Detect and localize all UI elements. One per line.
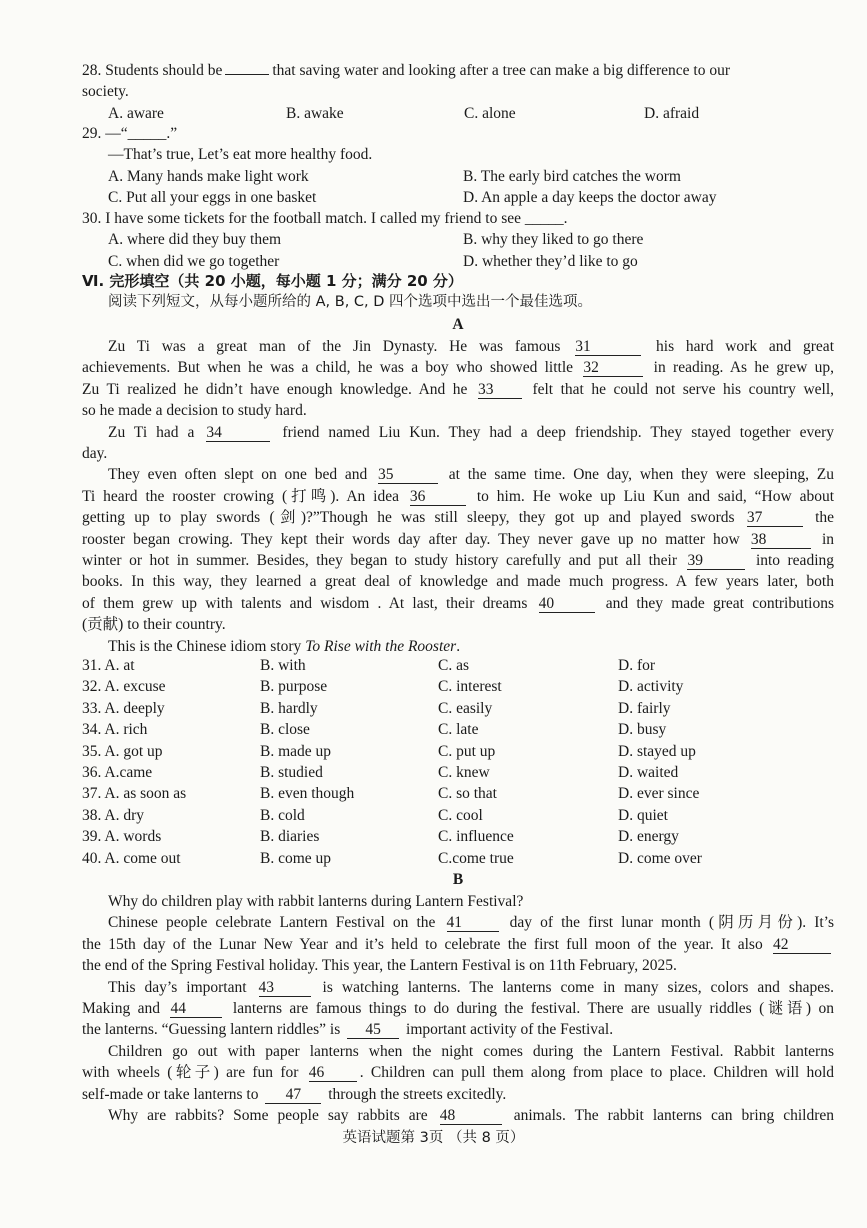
option-row: 32. A. excuse B. purpose C. interest D. activity [82,678,684,696]
question-29-stem: 29. —“_____.” [82,125,178,142]
passage-line: Zu Ti had a 34 friend named Liu Kun. They had a deep friendship. They stayed together every [108,423,834,441]
passage-line: self-made or take lanterns to 47 through the streets excitedly. [82,1085,507,1103]
blank-31: 31 [575,338,641,356]
passage-b [82,891,834,1126]
passage-line: so he made a decision to study hard. [82,402,307,420]
question-28 [82,60,834,124]
blank-34: 34 [206,424,270,442]
section-6-header [82,271,834,335]
question-29 [82,123,834,209]
question-28-stem [82,60,834,81]
blank-41: 41 [447,914,499,932]
passage-line: of them grew up with talents and wisdom . At last, their dreams 40 and they made great contributions [82,594,834,612]
options-row [82,229,834,250]
blank-39: 39 [687,552,745,570]
stem-text: that saving water and looking after a tree can make a big difference to our [272,62,731,79]
passage-line: This day’s important 43 is watching lanterns. The lanterns come in many sizes, colors and shapes. [108,978,835,996]
passage-line: (贡献) to their country. [82,616,226,634]
passage-line: They even often slept on one bed and 35 at the same time. One day, when they were sleeping, Zu [108,466,834,484]
passage-line: Making and 44 lanterns are famous things to do during the festival. There are usually riddles (谜语) on [82,1000,835,1018]
option-a: A. Many hands make light work [108,167,309,185]
section-instruction: 阅读下列短文，从每小题所给的 A, B, C, D 四个选项中选出一个最佳选项。 [108,294,593,311]
idiom-title: To Rise with the Rooster [305,637,457,655]
options-row [82,251,834,272]
passage-line: Chinese people celebrate Lantern Festival on the 41 day of the first lunar month (阴历月份). It’s [108,914,834,932]
option-row: 38. A. dry B. cold C. cool D. quiet [82,806,668,824]
option-d: D. An apple a day keeps the doctor away [463,189,717,207]
option-row: 35. A. got up B. made up C. put up D. stayed up [82,742,696,760]
options-31-40 [82,655,834,890]
blank-38: 38 [751,531,811,549]
passage-line: Zu Ti was a great man of the Jin Dynasty. He was famous 31 his hard work and great [108,338,834,355]
blank-36: 36 [410,488,466,506]
blank-33: 33 [478,381,522,399]
options-row [82,166,834,187]
passage-line: Ti heard the rooster crowing (打鸣). An idea 36 to him. He woke up Liu Kun and said, “How about [82,487,835,505]
passage-line: This is the Chinese idiom story To Rise with the Rooster. [108,637,461,655]
option-a: A. where did they buy them [108,231,282,249]
option-c: C. alone [464,104,516,122]
stem-text: society. [82,83,129,101]
option-row: 31. A. at B. with C. as D. for [82,657,656,674]
blank-37: 37 [747,509,803,527]
blank-48: 48 [440,1107,502,1125]
passage-a [82,336,834,657]
passage-title: Why do children play with rabbit lanterns during Lantern Festival? [108,893,524,910]
option-row: 40. A. come out B. come up C.come true D. come over [82,849,702,867]
page-footer: 英语试题第 3页 （共 8 页） [342,1130,525,1146]
passage-line: Why are rabbits? Some people say rabbits are 48 animals. The rabbit lanterns can bring children [108,1107,835,1125]
passage-line: with wheels (轮子) are fun for 46 . Children can pull them along from place to place. Children will hold [82,1064,835,1082]
blank-44: 44 [170,1000,222,1018]
blank-45: 45 [347,1021,399,1039]
option-b: B. The early bird catches the worm [463,167,681,185]
blank-46: 46 [309,1064,357,1082]
blank-35: 35 [378,466,438,484]
option-row: 33. A. deeply B. hardly C. easily D. fairly [82,699,671,717]
passage-line: day. [82,445,108,463]
passage-line: the end of the Spring Festival holiday. This year, the Lantern Festival is on 11th February, 2025. [82,957,677,975]
passage-line: books. In this way, they learned a great deal of knowledge and made much progress. A few years later, both [82,573,834,591]
passage-line: Zu Ti realized he didn’t have enough knowledge. And he 33 felt that he could not serve his country well, [82,380,835,398]
option-row: 39. A. words B. diaries C. influence D. energy [82,828,679,846]
passage-line: the 15th day of the Lunar New Year and it’s held to celebrate the first full moon of the year. It also 42 [82,934,834,955]
section-title: Ⅵ. 完形填空（共 20 小题，每小题 1 分；满分 20 分） [82,272,463,290]
passage-line: achievements. But when he was a child, he was a boy who showed little 32 in reading. As he grew up, [82,359,834,377]
option-b: B. awake [286,104,344,122]
option-a: A. aware [108,104,164,122]
blank-43: 43 [259,979,311,997]
option-d: D. whether they’d like to go [463,252,638,270]
blank-32: 32 [583,359,643,377]
option-row: 37. A. as soon as B. even though C. so that D. ever since [82,785,700,803]
stem-text: 28. Students should be [82,62,223,79]
passage-line: the lanterns. “Guessing lantern riddles” is 45 important activity of the Festival. [82,1021,614,1039]
blank-47: 47 [265,1086,321,1104]
passage-label: A [452,315,464,333]
answer-blank [225,74,269,75]
option-c: C. when did we go together [108,252,280,270]
option-b: B. why they liked to go there [463,231,644,249]
passage-label: B [452,871,464,889]
passage-line: getting up to play swords (剑)?”Though he was still sleepy, they got up and played swords 37 the [82,509,834,527]
passage-line: winter or hot in summer. Besides, they began to study history carefully and put all their 39 into reading [82,552,834,570]
option-row: 34. A. rich B. close C. late D. busy [82,721,667,739]
option-row: 36. A.came B. studied C. knew D. waited [82,764,679,782]
passage-line: rooster began crowing. They kept their words day after day. They never gave up no matter how 38 in [82,530,835,548]
dialogue-reply: —That’s true, Let’s eat more healthy food. [108,146,373,164]
question-30-stem: 30. I have some tickets for the football match. I called my friend to see _____. [82,210,568,227]
option-d: D. afraid [644,104,700,122]
options-row [82,103,834,124]
question-30 [82,208,834,272]
blank-42: 42 [773,936,831,954]
passage-line: Children go out with paper lanterns when the night comes during the Lantern Festival. Rabbit lanterns [108,1042,834,1060]
options-row [82,187,834,208]
blank-40: 40 [539,595,595,613]
option-c: C. Put all your eggs in one basket [108,189,317,207]
